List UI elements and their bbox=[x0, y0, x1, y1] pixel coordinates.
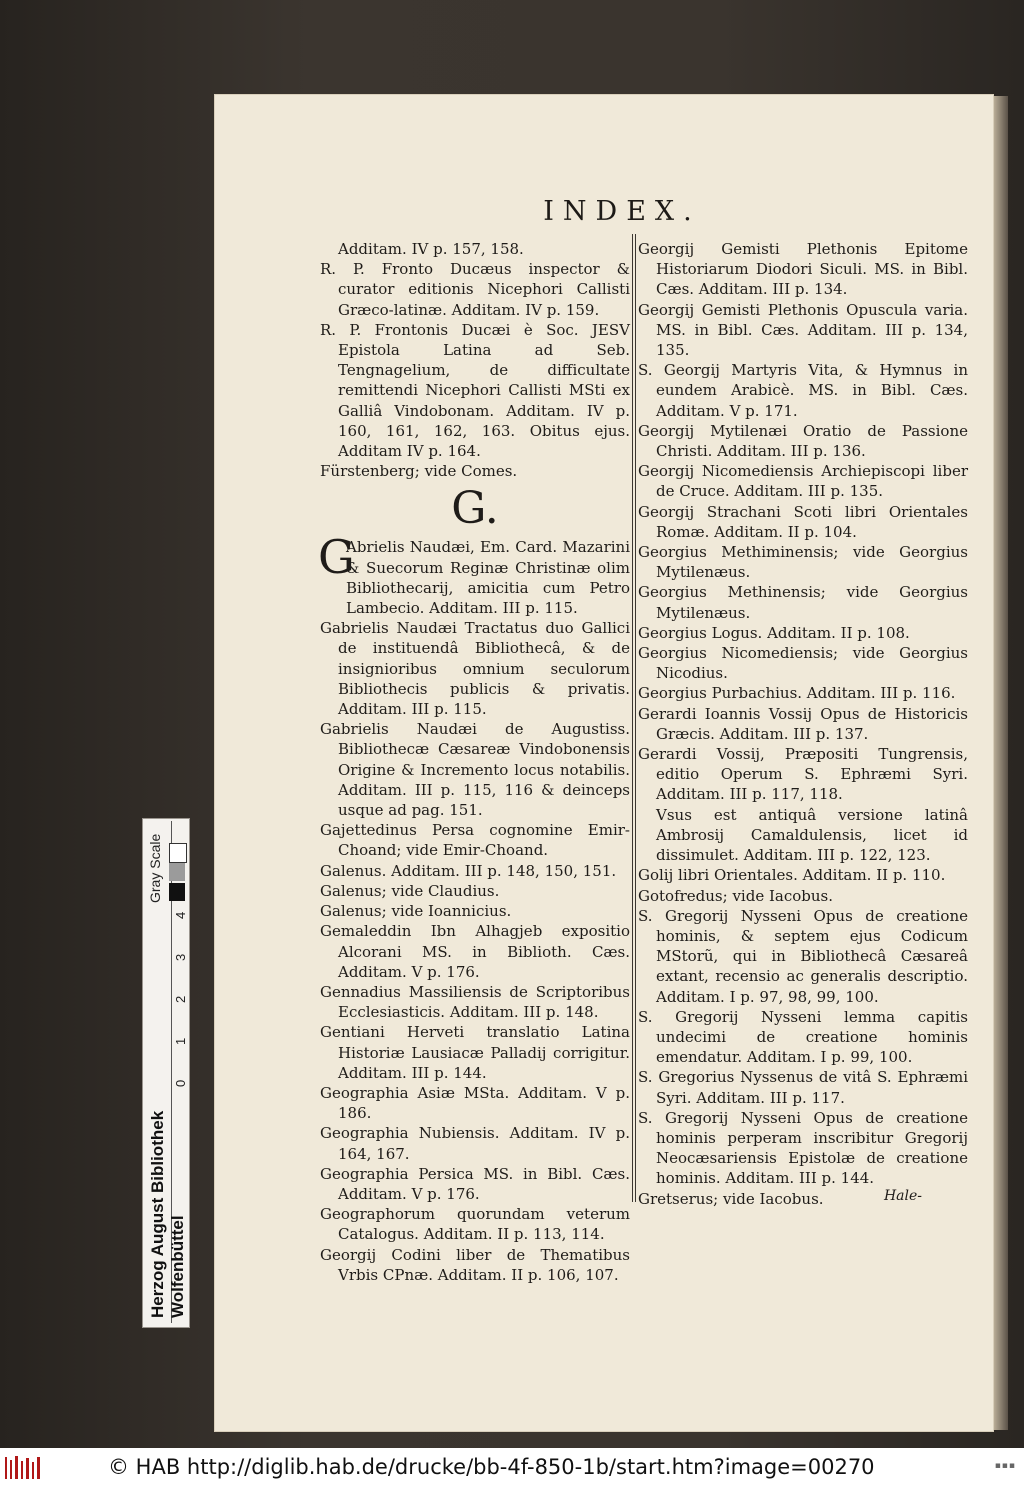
scale-tick-4: 4 bbox=[173, 911, 188, 919]
index-entry: S. Gregorij Nysseni lemma capitis undecimi de creatione hominis emendatur. Additam. I p. 99, 100. bbox=[638, 1007, 968, 1067]
index-entry: Geographorum quorundam veterum Catalogus. Additam. II p. 113, 114. bbox=[320, 1205, 630, 1244]
index-entry: R. P. Frontonis Ducæi è Soc. JESV Epistola Latina ad Seb. Tengnagelium, de difficultate remittendi Nicephori Callisti MSti ex Galliâ Vindobonam. Additam. IV p. 160, 161, 162, 163. Obitus ejus. Additam IV p. 164. bbox=[320, 320, 630, 461]
footer-code: ▪▪▪ bbox=[994, 1461, 1016, 1471]
right-column bbox=[638, 239, 968, 1209]
index-entry: Georgius Logus. Additam. II p. 108. bbox=[638, 623, 910, 642]
column-rule bbox=[632, 234, 636, 1202]
index-entry: Galenus; vide Ioannicius. bbox=[320, 902, 512, 921]
index-entry: S. Gregorius Nyssenus de vitâ S. Ephræmi Syri. Additam. III p. 117. bbox=[638, 1068, 968, 1107]
section-letter: G. bbox=[451, 483, 499, 535]
scale-tick-3: 3 bbox=[173, 953, 188, 961]
scale-tick-0: 0 bbox=[173, 1079, 188, 1087]
index-entry: Geographia Persica MS. in Bibl. Cæs. Additam. V p. 176. bbox=[320, 1164, 630, 1203]
drop-cap: G bbox=[318, 530, 355, 585]
index-entry: Galenus. Additam. III p. 148, 150, 151. bbox=[320, 861, 617, 880]
index-entry: Additam. IV p. 157, 158. bbox=[338, 240, 524, 258]
footer-bar bbox=[0, 1448, 1024, 1488]
index-entry: Gotofredus; vide Iacobus. bbox=[638, 886, 833, 905]
scale-tick-2: 2 bbox=[173, 995, 188, 1003]
index-entry bbox=[318, 530, 630, 618]
copyright-url[interactable]: © HAB http://diglib.hab.de/drucke/bb-4f-850-1b/start.htm?image=00270 bbox=[108, 1455, 875, 1479]
index-entry: Gerardi Ioannis Vossij Opus de Historicis Græcis. Additam. III p. 137. bbox=[638, 704, 968, 743]
index-entry: Gennadius Massiliensis de Scriptoribus Ecclesiasticis. Additam. III p. 148. bbox=[320, 982, 630, 1022]
index-entry: Georgius Methinensis; vide Georgius Mytilenæus. bbox=[638, 583, 968, 622]
index-entry: Galenus; vide Claudius. bbox=[320, 881, 500, 900]
institution-line-1: Herzog August Bibliothek bbox=[148, 1110, 167, 1318]
index-entry: Fürstenberg; vide Comes. bbox=[320, 462, 518, 481]
index-entry: Gretserus; vide Iacobus. bbox=[638, 1189, 824, 1208]
index-entry: Gabrielis Naudæi de Augustiss. Bibliothecæ Cæsareæ Vindobonensis Origine & Incremento locus notabilis. Additam. III p. 115, 116 & deinceps usque ad pag. 151. bbox=[320, 720, 630, 820]
index-subentry: Vsus est antiquâ versione latinâ Ambrosij Camaldulensis, licet id dissimulet. Additam. III p. 122, 123. bbox=[656, 805, 968, 865]
index-entry: Georgij Gemisti Plethonis Opuscula varia. MS. in Bibl. Cæs. Additam. III p. 134, 135. bbox=[638, 300, 968, 360]
index-entry: Georgij Codini liber de Thematibus Vrbis CPnæ. Additam. II p. 106, 107. bbox=[320, 1245, 630, 1284]
hab-logo-icon bbox=[4, 1454, 44, 1482]
index-entry: Georgius Methiminensis; vide Georgius Mytilenæus. bbox=[638, 543, 968, 582]
index-entry: Geographia Nubiensis. Additam. IV p. 164, 167. bbox=[320, 1124, 630, 1163]
index-entry: Gemaleddin Ibn Alhagjeb expositio Alcorani MS. in Biblioth. Cæs. Additam. V p. 176. bbox=[320, 922, 630, 981]
running-head: INDEX. bbox=[543, 196, 701, 227]
index-entry: Georgij Gemisti Plethonis Epitome Historiarum Diodori Siculi. MS. in Bibl. Cæs. Additam. III p. 134. bbox=[638, 240, 968, 299]
index-entry: S. Gregorij Nysseni Opus de creatione hominis perperam inscribitur Gregorij Neocæsariensis Epistolæ de creatione hominis. Additam. III p. 144. bbox=[638, 1108, 968, 1188]
index-entry: Gabrielis Naudæi Tractatus duo Gallici de instituendâ Bibliothecâ, & de insignioribus omnium seculorum Bibliothecis publicis & privatis. Additam. III p. 115. bbox=[320, 619, 630, 719]
index-entry: Golij libri Orientales. Additam. II p. 110. bbox=[638, 866, 946, 885]
index-entry: Georgij Mytilenæi Oratio de Passione Christi. Additam. III p. 136. bbox=[638, 421, 968, 461]
book-page bbox=[214, 94, 994, 1432]
index-entry: Geographia Asiæ MSta. Additam. V p. 186. bbox=[320, 1083, 630, 1123]
index-entry: Georgij Nicomediensis Archiepiscopi liber de Cruce. Additam. III p. 135. bbox=[638, 462, 968, 501]
index-entry-text: Abrielis Naudæi, Em. Card. Mazarini & Suecorum Reginæ Christinæ olim Bibliothecarij, amicitia cum Petro Lambecio. Additam. III p. 115. bbox=[346, 538, 630, 618]
index-entry: S. Gregorij Nysseni Opus de creatione hominis, & septem ejus Codicum MStorũ, qui in Bibliothecâ Cæsareâ extant, recensio ac generalis descriptio. Additam. I p. 97, 98, 99, 100. bbox=[638, 906, 968, 1006]
institution-line-2: Wolfenbüttel bbox=[168, 1215, 187, 1318]
gray-scale-title: Gray Scale bbox=[147, 833, 163, 903]
index-entry: S. Georgij Martyris Vita, & Hymnus in eundem Arabicè. MS. in Bibl. Cæs. Additam. V p. 171. bbox=[638, 361, 968, 420]
index-entry: Georgius Nicomediensis; vide Georgius Nicodius. bbox=[638, 644, 968, 683]
left-column bbox=[320, 239, 630, 1285]
index-entry: Georgij Strachani Scoti libri Orientales Romæ. Additam. II p. 104. bbox=[638, 502, 968, 541]
catchword: Hale- bbox=[883, 1188, 922, 1204]
index-entry: Gentiani Herveti translatio Latina Historiæ Lausiacæ Palladij corrigitur. Additam. III p. 144. bbox=[320, 1023, 630, 1082]
index-entry: Gerardi Vossij, Præpositi Tungrensis, editio Operum S. Ephræmi Syri. Additam. III p. 117, 118. bbox=[638, 745, 968, 804]
page-edge bbox=[994, 96, 1008, 1430]
institution-label bbox=[148, 1111, 188, 1318]
index-entry: Gajettedinus Persa cognomine Emir-Choand; vide Emir-Choand. bbox=[320, 821, 630, 860]
gray-swatch-black bbox=[169, 883, 185, 901]
gray-swatch-white bbox=[169, 843, 187, 863]
index-entry: Georgius Purbachius. Additam. III p. 116. bbox=[638, 684, 956, 703]
scale-tick-1: 1 bbox=[173, 1037, 188, 1045]
index-entry: R. P. Fronto Ducæus inspector & curator editionis Nicephori Callisti Græco-latinæ. Additam. IV p. 159. bbox=[320, 260, 630, 319]
gray-swatch-mid bbox=[169, 863, 185, 881]
